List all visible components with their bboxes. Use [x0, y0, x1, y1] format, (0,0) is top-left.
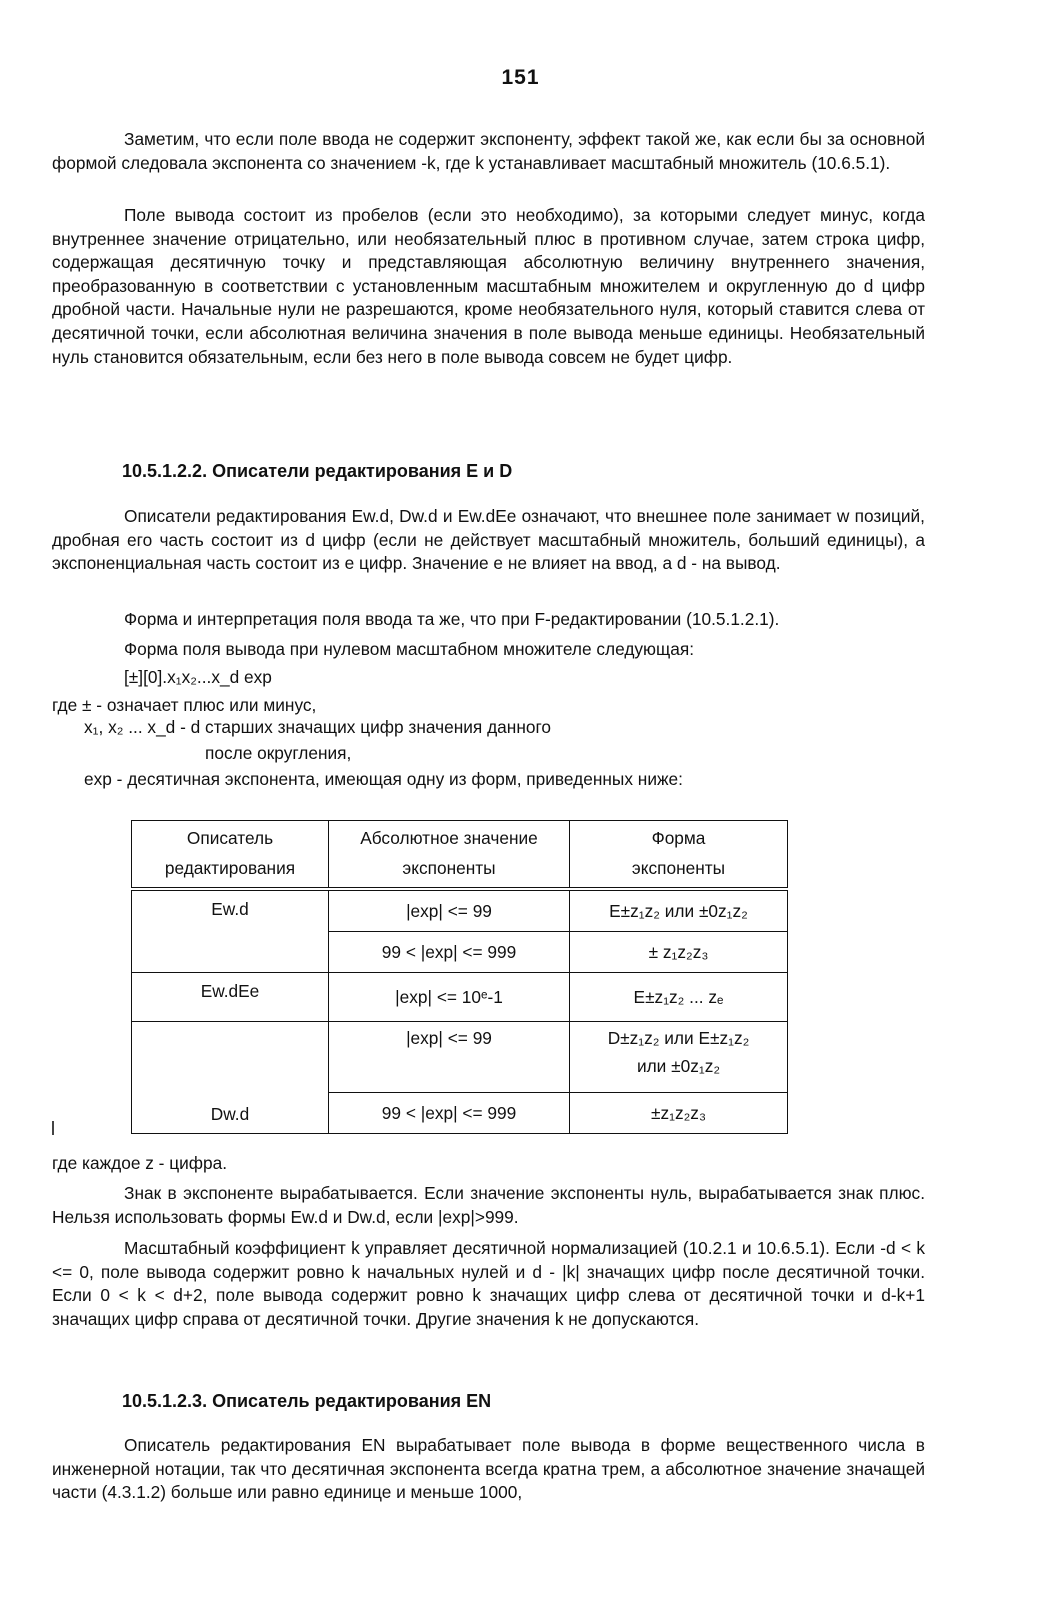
table-header-cell: Абсолютное значение экспоненты: [329, 821, 570, 890]
paragraph-3: Описатели редактирования Ew.d, Dw.d и Ew.dEe означают, что внешнее поле занимает w позиций, дробная его часть состоит из d цифр (если не действует масштабный множитель, больший единицы), а экспоненциальная часть состоит из e цифр. Значение e не влияет на ввод, а d - на вывод.: [52, 506, 925, 574]
table-cell: ± z₁z₂z₃: [570, 932, 788, 973]
table-cell: |exp| <= 99: [329, 1022, 570, 1093]
table-cell: |exp| <= 10ᵉ-1: [329, 973, 570, 1022]
section-heading-en: 10.5.1.2.3. Описатель редактирования EN: [122, 1391, 492, 1411]
table-row: [132, 973, 788, 1022]
table-cell: D±z₁z₂ или E±z₁z₂ или ±0z₁z₂: [570, 1022, 788, 1093]
table-cell: ±z₁z₂z₃: [570, 1093, 788, 1134]
where-line-1: где ± - означает плюс или минус,: [52, 695, 317, 715]
paragraph-5: Форма поля вывода при нулевом масштабном множителе следующая:: [124, 639, 695, 659]
table-cell: 99 < |exp| <= 999: [329, 932, 570, 973]
table-header-cell: Форма экспоненты: [570, 821, 788, 890]
paragraph-4: Форма и интерпретация поля ввода та же, что при F-редактировании (10.5.1.2.1).: [124, 609, 780, 629]
table-row: [132, 889, 788, 932]
table-header-row: [132, 821, 788, 890]
page-number: 151: [501, 66, 540, 89]
where-line-3: после округления,: [205, 743, 352, 763]
table-cell: Ew.dEe: [132, 973, 329, 1022]
margin-mark: [52, 1121, 54, 1135]
table-cell: 99 < |exp| <= 999: [329, 1093, 570, 1134]
table-row: [132, 1022, 788, 1093]
paragraph-7: Знак в экспоненте вырабатывается. Если значение экспоненты нуль, вырабатывается знак плюс. Нельзя использовать формы Ew.d и Dw.d, если |exp|>999.: [52, 1183, 925, 1227]
table-cell: E±z₁z₂ ... zₑ: [570, 973, 788, 1022]
table-cell: |exp| <= 99: [329, 889, 570, 932]
where-line-4: exp - десятичная экспонента, имеющая одну из форм, приведенных ниже:: [84, 769, 683, 789]
exponent-forms-table: [131, 820, 788, 1134]
paragraph-6: где каждое z - цифра.: [52, 1153, 228, 1173]
output-formula: [±][0].x₁x₂...x_d exp: [124, 667, 272, 687]
paragraph-1: Заметим, что если поле ввода не содержит экспоненту, эффект такой же, как если бы за основной формой следовала экспонента со значением -k, где k устанавливает масштабный множитель (10.6.5.1).: [52, 129, 925, 173]
where-line-2: x₁, x₂ ... x_d - d старших значащих цифр значения данного: [84, 717, 552, 737]
paragraph-2: Поле вывода состоит из пробелов (если это необходимо), за которыми следует минус, когда внутреннее значение отрицательно, или необязательный плюс в противном случае, затем строка цифр, содержащая десятичную точку и представляющая абсолютную величину внутреннего значения, преобразованную в соответствии с установленным масштабным множителем и округленную до d цифр дробной части. Начальные нули не разрешаются, кроме необязательного нуля, который ставится слева от десятичной точки, если абсолютная величина значения в поле вывода меньше единицы. Необязательный нуль становится обязательным, если без него в поле вывода совсем не будет цифр.: [52, 205, 925, 367]
paragraph-8: Масштабный коэффициент k управляет десятичной нормализацией (10.2.1 и 10.6.5.1). Если -d < k <= 0, поле вывода содержит ровно k начальных нулей и d - |k| значащих цифр после десятичной точки. Если 0 < k < d+2, поле вывода содержит ровно k значащих цифр слева от десятичной точки и d-k+1 значащих цифр справа от десятичной точки. Другие значения k не допускаются.: [52, 1238, 925, 1329]
table-cell: Dw.d: [132, 1022, 329, 1134]
section-heading-e-d: 10.5.1.2.2. Описатели редактирования E и D: [122, 461, 513, 481]
paragraph-9: Описатель редактирования EN вырабатывает поле вывода в форме вещественного числа в инженерной нотации, так что десятичная экспонента всегда кратна трем, а абсолютное значение значащей части (4.3.1.2) больше или равно единице и меньше 1000,: [52, 1435, 925, 1503]
table-header-cell: Описатель редактирования: [132, 821, 329, 890]
table-cell: E±z₁z₂ или ±0z₁z₂: [570, 889, 788, 932]
table-cell: Ew.d: [132, 889, 329, 973]
